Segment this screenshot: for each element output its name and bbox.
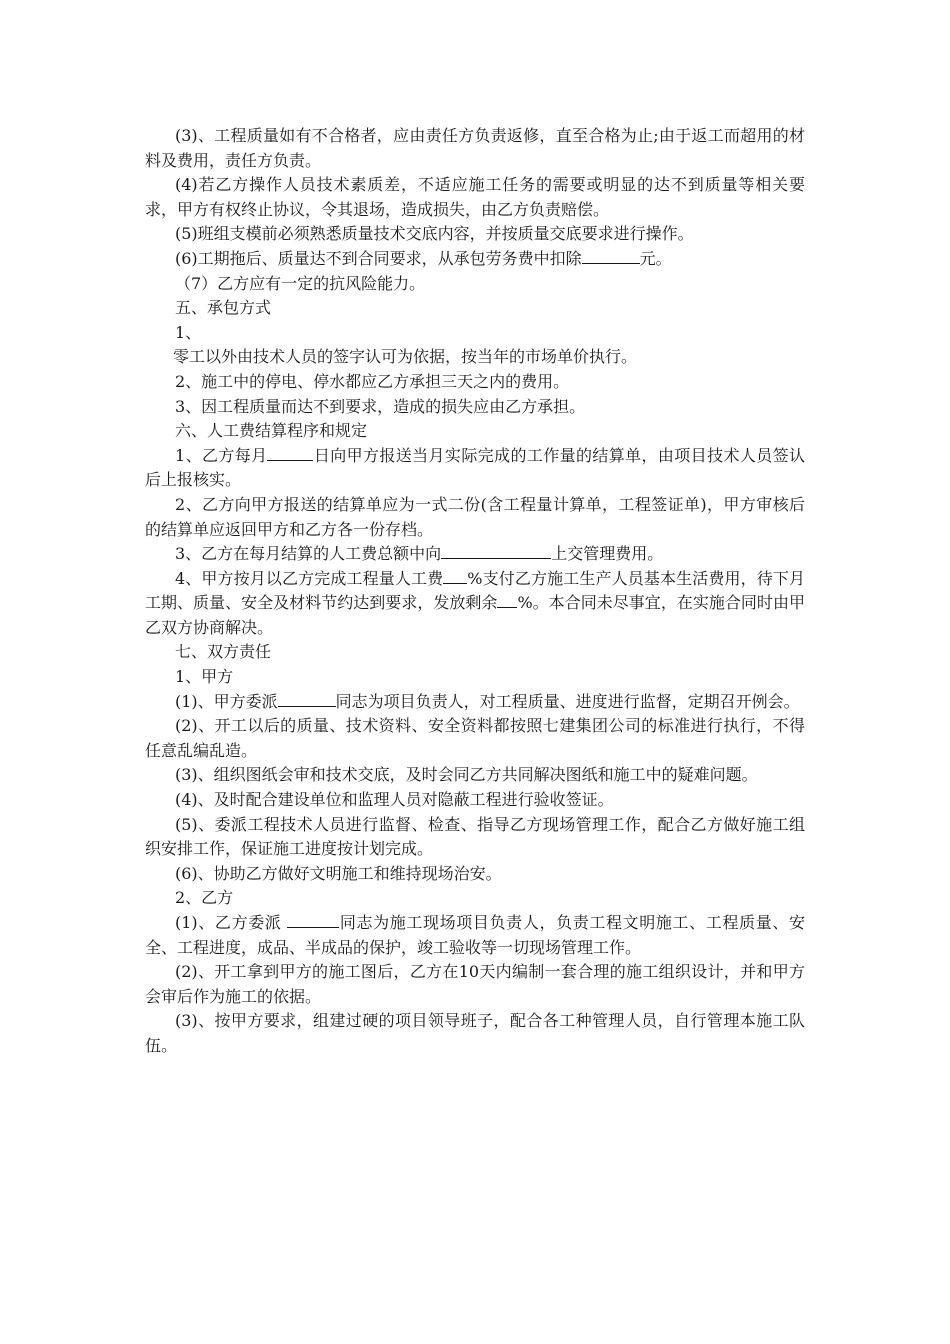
clause-text: (6)工期拖后、质量达不到合同要求，从承包劳务费中扣除 [175, 248, 582, 268]
clause-operator-skill: (4)若乙方操作人员技术素质差，不适应施工任务的需要或明显的达不到质量等相关要求，甲方有权终止协议，令其退场，造成损失，由乙方负责赔偿。 [145, 175, 805, 219]
settlement-item-1 [145, 444, 805, 493]
clause-text: 3、乙方在每月结算的人工费总额中向 [175, 544, 442, 564]
clause-risk: （7）乙方应有一定的抗风险能力。 [175, 273, 426, 293]
item-2: 2、施工中的停电、停水都应乙方承担三天之内的费用。 [175, 371, 570, 391]
amount-blank [582, 247, 640, 264]
party-b-item-2: (2)、开工拿到甲方的施工图后，乙方在10天内编制一套合理的施工组织设计，并和甲方会审后作为施工的依据。 [145, 962, 805, 1006]
clause-text: 上交管理费用。 [551, 544, 664, 564]
clause-text: %支付乙方施工生产人员基本生活费用，待下月工期、质量、安全及材料节约达到要求，发放剩余 [145, 568, 805, 613]
clause-text: (1)、乙方委派 [175, 913, 288, 932]
item-1-number: 1、 [175, 322, 202, 342]
party-a-item-4: (4)、及时配合建设单位和监理人员对隐蔽工程进行验收签证。 [175, 790, 614, 810]
section-heading-6: 六、人工费结算程序和规定 [175, 421, 368, 441]
percent-blank [497, 591, 517, 608]
clause-text: 同志为施工现场项目负责人，负责工程文明施工、工程质量、安全、工程进度，成品、半成品的保护，竣工验收等一切现场管理工作。 [145, 913, 805, 957]
party-b-item-3: (3)、按甲方要求，组建过硬的项目领导班子，配合各工种管理人员，自行管理本施工队伍。 [145, 1011, 805, 1055]
section-heading-7: 七、双方责任 [175, 642, 272, 662]
clause-text: 1、乙方每月 [175, 445, 268, 465]
settlement-item-4 [145, 567, 805, 641]
clause-text: 同志为项目负责人，对工程质量、进度进行监督，定期召开例会。 [335, 691, 800, 711]
percent-blank [443, 567, 467, 584]
clause-formwork: (5)班组支模前必须熟悉质量技术交底内容，并按质量交底要求进行操作。 [175, 224, 694, 244]
party-a-item-2: (2)、开工以后的质量、技术资料、安全资料都按照七建集团公司的标准进行执行，不得任意乱编乱造。 [145, 716, 805, 760]
day-blank [267, 444, 313, 461]
clause-text: 元。 [639, 248, 672, 268]
clause-quality-rework: (3)、工程质量如有不合格者，应由责任方负责返修，直至合格为止;由于返工而超用的材料及费用，责任方负责。 [145, 126, 805, 170]
party-a-item-3: (3)、组织图纸会审和技术交底，及时会同乙方共同解决图纸和施工中的疑难问题。 [175, 765, 758, 785]
item-3: 3、因工程质量而达不到要求，造成的损失应由乙方承担。 [175, 396, 586, 416]
section-heading-5: 五、承包方式 [175, 298, 272, 318]
clause-text: 日向甲方报送当月实际完成的工作量的结算单，由项目技术人员签认后上报核实。 [145, 445, 805, 490]
document-body [145, 124, 805, 1059]
party-b-item-1 [145, 911, 805, 960]
name-blank [278, 690, 336, 707]
recipient-blank [441, 542, 551, 559]
subheading-party-a: 1、甲方 [175, 667, 234, 687]
subheading-party-b: 2、乙方 [175, 888, 234, 908]
item-1-text: 零工以外由技术人员的签字认可为依据，按当年的市场单价执行。 [173, 347, 638, 367]
clause-text: %。本合同未尽事宜，在实施合同时由甲乙双方协商解决。 [145, 593, 805, 637]
clause-text: 4、甲方按月以乙方完成工程量人工费 [175, 568, 444, 588]
clause-delay-deduction [145, 247, 805, 272]
settlement-item-3 [145, 542, 805, 567]
settlement-item-2: 2、乙方向甲方报送的结算单应为一式二份(含工程量计算单，工程签证单)，甲方审核后的结算单应返回甲方和乙方各一份存档。 [145, 494, 805, 539]
clause-text: (1)、甲方委派 [175, 691, 278, 711]
name-blank [287, 911, 339, 928]
party-a-item-1 [145, 690, 805, 715]
party-a-item-6: (6)、协助乙方做好文明施工和维持现场治安。 [175, 863, 502, 883]
party-a-item-5: (5)、委派工程技术人员进行监督、检查、指导乙方现场管理工作，配合乙方做好施工组织安排工作，保证施工进度按计划完成。 [145, 814, 805, 859]
